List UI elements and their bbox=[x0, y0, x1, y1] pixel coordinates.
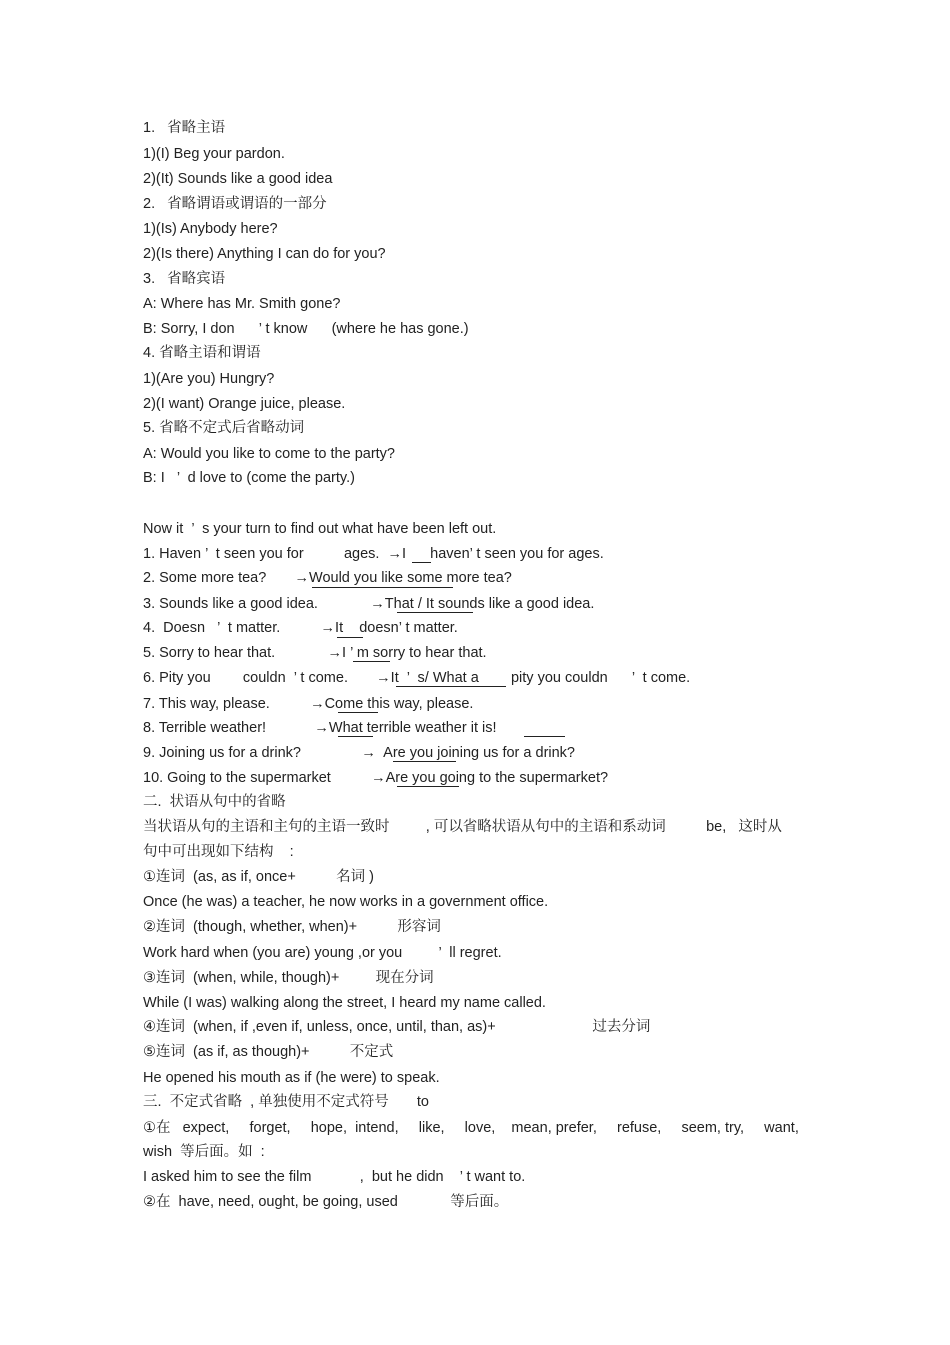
example-line: 1)(Are you) Hungry? bbox=[143, 371, 275, 387]
exercise-intro: Now it ’ s your turn to find out what have been left out. bbox=[143, 521, 497, 537]
example-line: 1)(Is) Anybody here? bbox=[143, 221, 278, 237]
answer-underline bbox=[397, 786, 459, 787]
answer-underline bbox=[338, 736, 373, 737]
heading-omit-object: 3. 省略宾语 bbox=[143, 271, 226, 287]
answer-underline bbox=[312, 587, 453, 588]
example-line: 2)(It) Sounds like a good idea bbox=[143, 171, 333, 187]
heading-omit-subject-predicate: 4. 省略主语和谓语 bbox=[143, 345, 261, 361]
answer-underline bbox=[337, 637, 363, 638]
dialogue-line: B: I ’ d love to (come the party.) bbox=[143, 470, 355, 486]
exercise-item: 8. Terrible weather! →What terrible weather it is! bbox=[143, 720, 497, 736]
exercise-item: 1. Haven ’ t seen you for ages. →I haven’ t seen you for ages. bbox=[143, 546, 604, 562]
exercise-item: 3. Sounds like a good idea. →That / It sounds like a good idea. bbox=[143, 596, 595, 612]
structure-rule: ③连词 (when, while, though)+ 现在分词 bbox=[143, 970, 434, 986]
example-line: He opened his mouth as if (he were) to speak. bbox=[143, 1070, 440, 1086]
example-line: 2)(I want) Orange juice, please. bbox=[143, 396, 346, 412]
exercise-item: 2. Some more tea? →Would you like some more tea? bbox=[143, 570, 512, 586]
example-line: I asked him to see the film , but he didn ’ t want to. bbox=[143, 1169, 526, 1185]
exercise-item: 5. Sorry to hear that. →I ’ m sorry to hear that. bbox=[143, 645, 487, 661]
exercise-item: 4. Doesn ’ t matter. →It doesn’ t matter. bbox=[143, 620, 458, 636]
structure-rule: ①连词 (as, as if, once+ 名词 ) bbox=[143, 869, 374, 885]
heading-omit-subject: 1. 省略主语 bbox=[143, 120, 226, 136]
paragraph-line: 句中可出现如下结构 : bbox=[143, 844, 294, 860]
answer-underline bbox=[353, 661, 390, 662]
structure-rule: ②连词 (though, whether, when)+ 形容词 bbox=[143, 919, 441, 935]
dialogue-line: A: Where has Mr. Smith gone? bbox=[143, 296, 341, 312]
dialogue-line: B: Sorry, I don ’ t know (where he has gone.) bbox=[143, 321, 469, 337]
paragraph-line: ②在 have, need, ought, be going, used 等后面。 bbox=[143, 1194, 509, 1210]
exercise-item: 7. This way, please. →Come this way, please. bbox=[143, 696, 474, 712]
exercise-item: 10. Going to the supermarket →Are you going to the supermarket? bbox=[143, 770, 609, 786]
structure-rule: ④连词 (when, if ,even if, unless, once, until, than, as)+ 过去分词 bbox=[143, 1019, 651, 1035]
answer-underline bbox=[412, 562, 431, 563]
example-line: 2)(Is there) Anything I can do for you? bbox=[143, 246, 386, 262]
example-line: While (I was) walking along the street, I heard my name called. bbox=[143, 995, 546, 1011]
heading-omit-predicate: 2. 省略谓语或谓语的一部分 bbox=[143, 196, 327, 212]
dialogue-line: A: Would you like to come to the party? bbox=[143, 446, 396, 462]
structure-rule: ⑤连词 (as if, as though)+ 不定式 bbox=[143, 1044, 394, 1060]
example-line: Work hard when (you are) young ,or you ’ ll regret. bbox=[143, 945, 502, 961]
exercise-item: 6. Pity you couldn ’ t come. →It ’ s/ What a pity you couldn ’ t come. bbox=[143, 670, 691, 686]
answer-underline bbox=[524, 736, 565, 737]
section-heading-adverbial: 二. 状语从句中的省略 bbox=[143, 794, 286, 810]
answer-underline bbox=[397, 612, 473, 613]
exercise-item: 9. Joining us for a drink? → Are you joining us for a drink? bbox=[143, 745, 575, 761]
paragraph-line: 当状语从句的主语和主句的主语一致时 , 可以省略状语从句中的主语和系动词 be, 这时从 bbox=[143, 819, 782, 835]
answer-underline bbox=[396, 686, 506, 687]
answer-underline bbox=[338, 712, 378, 713]
answer-underline bbox=[393, 761, 456, 762]
paragraph-line: wish 等后面。如 : bbox=[143, 1144, 265, 1160]
section-heading-infinitive: 三. 不定式省略 , 单独使用不定式符号 to bbox=[143, 1094, 429, 1110]
example-line: 1)(I) Beg your pardon. bbox=[143, 146, 285, 162]
heading-omit-infinitive-verb: 5. 省略不定式后省略动词 bbox=[143, 420, 305, 436]
example-line: Once (he was) a teacher, he now works in a government office. bbox=[143, 894, 549, 910]
paragraph-line: ①在 expect, forget, hope, intend, like, love, mean, prefer, refuse, seem, try, want, bbox=[143, 1120, 799, 1136]
